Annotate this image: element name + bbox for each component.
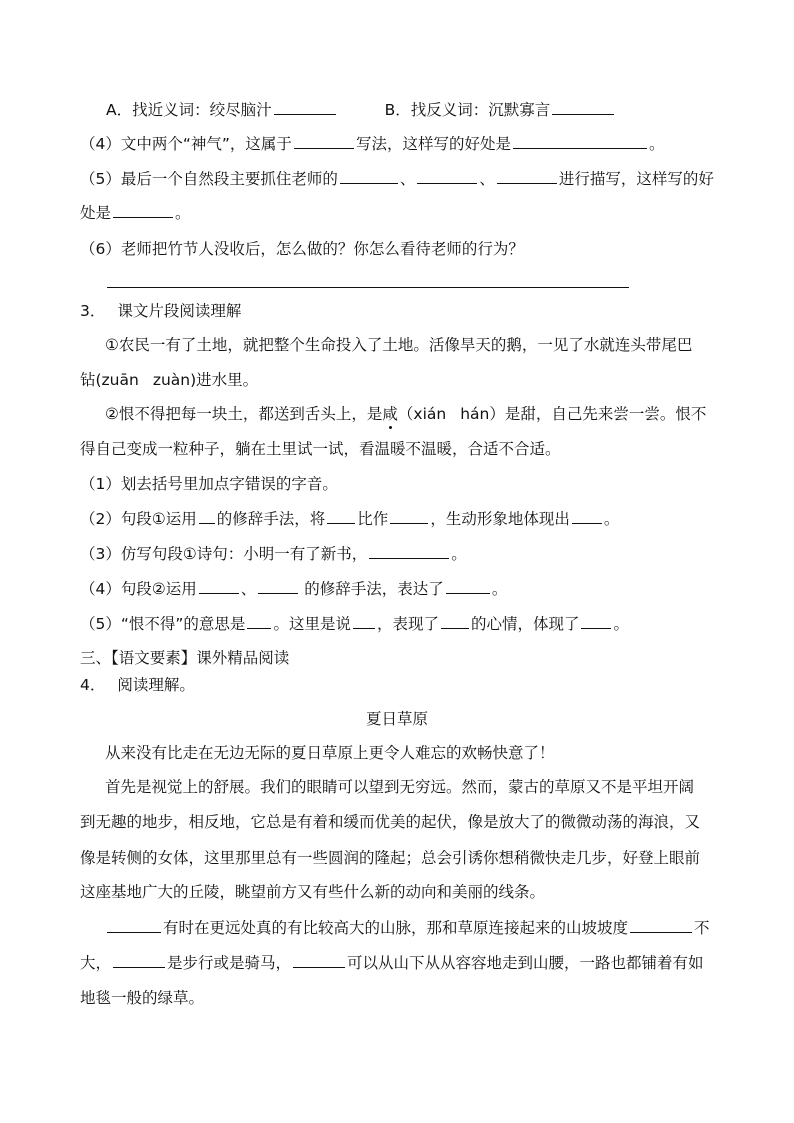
q4-num: 4． [80,676,106,694]
q3-heading [80,299,714,323]
para2-text-a: ②恨不得把每一块土，都送到舌头上，是 [105,405,383,423]
blank[interactable] [572,507,602,524]
separator: 、 [479,170,495,188]
q3-4-text-2: 的修辞手法，表达了 [304,580,444,598]
q3-3-text-1: 仿写句段①诗句：小明一有了新书， [120,545,368,563]
q3-2-text-5: 。 [603,510,620,528]
q2-4 [80,132,714,156]
blank[interactable] [258,577,298,594]
q3-2-num: （2） [80,510,121,528]
blank[interactable] [293,951,345,968]
q3-5-text-1: “恨不得”的意思是 [120,615,246,633]
p3-text-5: 可以从山下从从容容地走到山腰，一路也都铺着有如 [347,954,704,972]
blank[interactable] [581,612,611,629]
q3-2 [80,507,714,531]
q2-5-line2 [80,201,714,225]
q2-6-num: （6） [80,240,121,258]
q3-2-text-3: 比作 [357,510,389,528]
blank[interactable] [390,507,428,524]
section3-title: 三、【语文要素】课外精品阅读 [80,649,290,667]
article-p2-line2: 到无趣的地步，相反地，它总是有着和缓而优美的起伏，像是放大了的微微动荡的海浪，又 [80,813,701,831]
separator: 、 [399,170,416,188]
q3-5-text-2: 。这里是说 [273,615,351,633]
q2-5-line1 [80,167,714,191]
blank[interactable] [107,916,161,933]
q3-para1-line2 [80,368,714,392]
q2-4-text-3: 。 [648,135,665,153]
q3-1 [80,472,714,496]
blank[interactable] [630,916,692,933]
option-a-text: ．找近义词：绞尽脑汁 [116,101,272,119]
pinyin-option-xian: （xián [397,405,447,423]
blank[interactable] [199,577,239,594]
q2-4-text-1: 文中两个“神气”，这属于 [120,135,292,153]
q4-heading [80,673,714,697]
q3-num: 3． [80,302,106,320]
q3-para2-line2: 得自己变成一粒种子，躺在土里试一试，看温暖不温暖，合适不合适。 [80,440,561,458]
pinyin-option-2: zuàn)进水里。 [152,371,259,389]
q2-5-num: （5） [80,170,121,188]
q3-4-text-3: 。 [491,580,508,598]
q3-5-num: （5） [80,615,121,633]
article-p3-line1 [105,916,714,940]
article-p2-line3: 像是转侧的女体，这里那里总有一些圆润的隆起；总会引诱你想稍微快走几步，好登上眼前 [80,849,701,867]
blank[interactable] [417,167,477,184]
article-p2-line4: 这座基地广大的丘陵，眺望前方又有些什么新的动向和美丽的线条。 [80,883,546,901]
blank[interactable] [340,167,398,184]
blank[interactable] [497,167,557,184]
blank[interactable] [199,507,215,524]
para2-text-b: hán）是甜，自己先来尝一尝。恨不 [460,405,707,423]
answer-line[interactable] [107,287,629,288]
q3-3-text-2: 。 [451,545,467,563]
q2-5-text-3: 处是 [80,204,112,222]
option-b-label: B [384,101,396,119]
q2-5-text-2: 进行描写，这样写的好 [558,170,714,188]
q2-4-text-2: 写法，这样写的好处是 [355,135,511,153]
blank-a[interactable] [274,98,336,115]
dotted-char: 咸 [382,405,398,423]
q3-title: 课文片段阅读理解 [117,302,242,320]
blank[interactable] [446,577,490,594]
blank[interactable] [369,542,449,559]
article-p1: 从来没有比走在无边无际的夏日草原上更令人难忘的欢畅快意了！ [105,744,555,762]
blank[interactable] [353,612,375,629]
q3-2-text-4: ，生动形象地体现出 [430,510,570,528]
blank[interactable] [513,132,647,149]
p3-text-2: 不 [694,919,710,937]
option-b-text: ．找反义词：沉默寡言 [395,101,551,119]
blank-b[interactable] [552,98,614,115]
q3-1-num: （1） [80,475,121,493]
q3-2-text-2: 的修辞手法，将 [216,510,326,528]
q4-title: 阅读理解。 [117,676,195,694]
p3-text-3: 大， [80,954,112,972]
q3-1-text: 划去括号里加点字错误的字音。 [120,475,338,493]
p3-text-4: 是步行或是骑马， [167,954,292,972]
article-p3-line3: 地毯一般的绿草。 [80,989,205,1007]
q3-para2-line1 [105,402,714,426]
q2-ab-row [80,98,714,122]
article-p2-line1: 首先是视觉上的舒展。我们的眼睛可以望到无穷远。然而，蒙古的草原又不是平坦开阔 [105,778,695,796]
q2-4-num: （4） [80,135,121,153]
q3-4-num: （4） [80,580,121,598]
blank[interactable] [441,612,469,629]
q3-4-text-1: 句段②运用 [120,580,197,598]
q3-5 [80,612,714,636]
q3-5-text-5: 。 [613,615,629,633]
blank[interactable] [327,507,355,524]
q2-5-text-1: 最后一个自然段主要抓住老师的 [120,170,338,188]
blank[interactable] [247,612,271,629]
separator: 、 [240,580,257,598]
q2-6-text: 老师把竹节人没收后，怎么做的？你怎么看待老师的行为？ [120,240,524,258]
p3-text-1: 有时在更远处真的有比较高大的山脉，那和草原连接起来的山坡坡度 [163,919,629,937]
q2-6 [80,237,714,261]
q3-3-num: （3） [80,545,121,563]
article-title: 夏日草原 [365,710,428,728]
pinyin-option-1: 钻(zuān [80,371,139,389]
q3-5-text-4: 的心情，体现了 [470,615,580,633]
blank[interactable] [294,132,354,149]
q2-5-text-4: 。 [175,204,191,222]
option-a-label: A [106,101,117,119]
article-p3-line2 [80,951,714,975]
q3-5-text-3: ，表现了 [376,615,439,633]
q3-2-text-1: 句段①运用 [120,510,197,528]
blank[interactable] [113,201,173,218]
q3-3 [80,542,714,566]
q3-4 [80,577,714,601]
q3-para1-line1: ①农民一有了土地，就把整个生命投入了土地。活像旱天的鹅，一见了水就连头带尾巴 [105,336,693,354]
blank[interactable] [113,951,165,968]
